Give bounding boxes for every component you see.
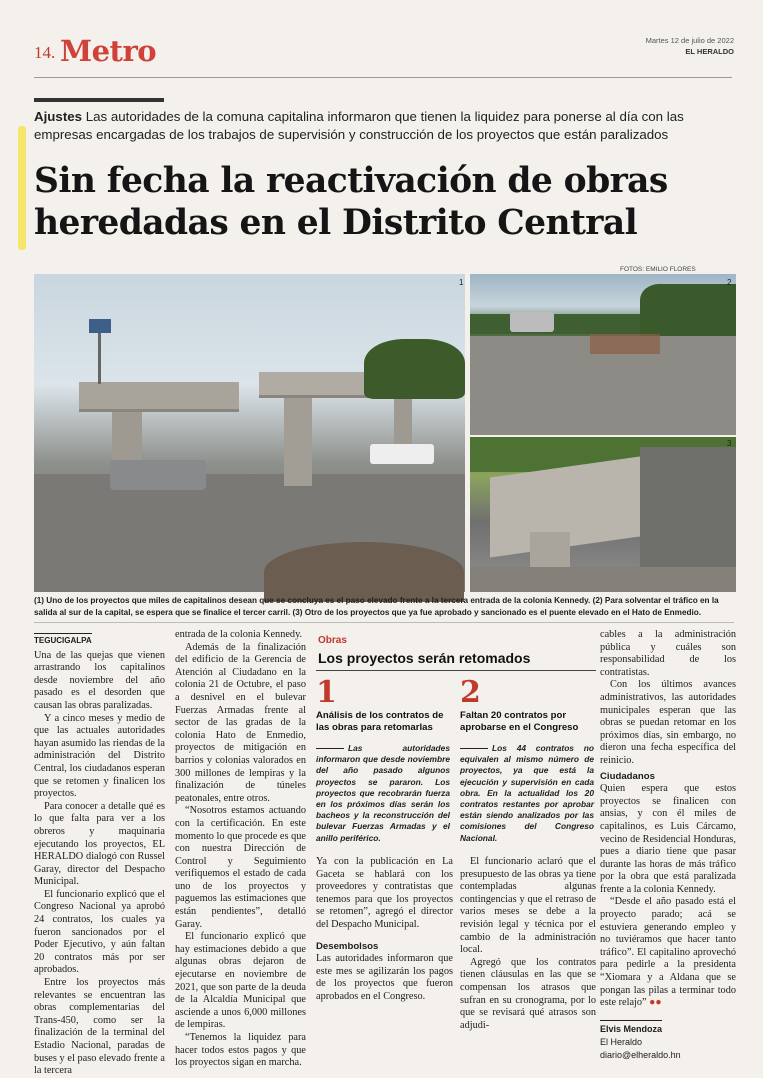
- article-column-3: [316, 856, 453, 1004]
- item-number: 1: [316, 675, 337, 710]
- paragraph: Una de las quejas que vienen arrastrando los capitalinos desde noviembre del año pasado es el desorden que causan las obras paralizadas.: [34, 649, 165, 711]
- item-rule: [460, 748, 488, 749]
- box-item: [460, 677, 594, 844]
- page-header: [34, 34, 734, 74]
- paragraph: [600, 896, 736, 1009]
- item-number: 2: [460, 675, 481, 710]
- paragraph: “Nosotros estamos actuando con la certificación. En este momento lo que procede es que con nuestra Dirección de Control y Seguimiento verifiquemos el estado de cada uno de los proyectos y paguemos las estimaciones que están pendientes”, detalló Garay.: [175, 805, 306, 930]
- item-text: [316, 743, 450, 844]
- item-heading: Faltan 20 contratos por aprobarse en el Congreso: [460, 710, 579, 733]
- kicker-label: Ajustes: [34, 109, 83, 124]
- paragraph: El funcionario explicó que el Congreso Nacional ya aprobó 24 contratos, los cuales ya fueron sancionados por el Poder Ejecutivo, y aún faltan 20 contratos más por ser aprobados.: [34, 888, 165, 976]
- box-label: Obras: [318, 635, 347, 646]
- subheading-ciudadanos: Ciudadanos: [600, 770, 655, 782]
- photo-third-lane: [470, 274, 736, 435]
- issue-date: Martes 12 de julio de 2022: [645, 36, 734, 45]
- item-rule: [316, 748, 344, 749]
- paragraph: El funcionario aclaró que el presupuesto de las obras ya tiene contempladas algunas contingencias y que el retraso de varios meses se debe a la revisión legal y técnica por el cambio de la administración local.: [460, 856, 596, 956]
- dateline: TEGUCIGALPA: [34, 633, 92, 648]
- photo-credit: FOTOS: EMILIO FLORES: [620, 266, 696, 273]
- page-number: 14.: [34, 43, 56, 62]
- paragraph: Las autoridades informaron que este mes se agilizarán los pagos de los proyectos que fueron aprobados en el Congreso.: [316, 953, 453, 1002]
- box-divider: [316, 670, 596, 671]
- article-headline: Sin fecha la reactivación de obras heredadas en el Distrito Central: [34, 161, 668, 243]
- author-name: Elvis Mendoza: [600, 1020, 662, 1036]
- box-item: [316, 677, 450, 844]
- paragraph: Para conocer a detalle qué es lo que falta para ver a los obreros y maquinaria ejecutando los proyectos, EL HERALDO dialogó con Russel Garay, director del Despacho Municipal.: [34, 800, 165, 888]
- article-column-2: [175, 629, 306, 1070]
- item-text-body: Las autoridades informaron que desde noviembre del año pasado algunos proyectos se pararon. Los proyectos que recobrarán fuerza en los próximos días serán los bacheos y la reconstrucción del bulevar Fuerzas Armadas y el anillo periférico.: [316, 743, 450, 843]
- paragraph: Entre los proyectos más relevantes se encuentran las obras complementarias del Trans-450, como ser la finalización de la terminal del Estadio Nacional, paradas de buses y el paso elevado frente a la tercera: [34, 977, 165, 1077]
- caption-divider: [34, 622, 734, 623]
- highlighter-mark: [18, 126, 26, 250]
- paragraph: El funcionario explicó que hay estimaciones debido a que algunas obras dejaron de ejecutarse en noviembre de 2021, que son parte de la deuda de la Alcaldía Municipal que asciende a unos 6,000 millones de lempiras.: [175, 931, 306, 1031]
- photo-number-2: 2: [727, 278, 732, 287]
- author-outlet: El Heraldo: [600, 1037, 643, 1048]
- photo-number-1: 1: [459, 278, 464, 287]
- paragraph: Quien espera que estos proyectos se finalicen con ansias, y con él miles de capitalinos, es Luis Cárcamo, vecino de Residencial Honduras, pues a diario tiene que pasar durante las horas de más tráfico por la obra que está paralizada frente a la colonia Kennedy.: [600, 783, 736, 895]
- photo-hato-enmedio-bridge: [470, 437, 736, 592]
- end-mark: ●●: [649, 997, 662, 1009]
- paragraph: Ya con la publicación en La Gaceta se hablará con los proveedores y contratistas que tenemos para que los proyectos se retomen”, agregó el director del Despacho Municipal.: [316, 856, 453, 930]
- subheading-desembolsos: Desembolsos: [316, 940, 379, 952]
- item-heading: Análisis de los contratos de las obras para retomarlas: [316, 710, 444, 733]
- paragraph: Agregó que los contratos tienen cláusulas en las que se compensan los atrasos que sufran en su cronograma, por lo que se revisará qué atrasos son adjudi-: [460, 956, 596, 1031]
- paragraph: entrada de la colonia Kennedy.: [175, 629, 303, 640]
- paragraph: Además de la finalización del edificio de la Gerencia de Atención al Ciudadano en la colonia 21 de Octubre, el paso a desnivel en el bulevar Fuerzas Armadas frente al sector de las gradas de la colonia Hato de Enmedio, proyectos de mitigación en barrios y colonias valorados en 300 millones de lempiras y la finalización de túneles peatonales, entre otros.: [175, 641, 306, 804]
- article-kicker: [34, 108, 734, 144]
- paragraph: cables a la administración pública y cuáles son responsabilidad de los contratistas.: [600, 629, 736, 678]
- section-title: Metro: [60, 34, 157, 68]
- paragraph: “Tenemos la liquidez para hacer todos estos pagos y que los proyectos sigan en marcha.: [175, 1032, 306, 1069]
- item-text: [460, 743, 594, 844]
- projects-box: [316, 633, 598, 847]
- item-text-body: Los 44 contratos no equivalen al mismo número de proyectos, ya que está la ejecución y supervisión en cada obra. En la actualidad los 20 contratos restantes por aprobar están siendo analizados por las comisiones del Congreso Nacional.: [460, 743, 594, 843]
- box-title: Los proyectos serán retomados: [318, 650, 531, 666]
- photo-caption: (1) Uno de los proyectos que miles de capitalinos desean que se concluya es el paso elevado frente a la tercera entrada de la colonia Kennedy. (2) Para solventar el tráfico en la salida al sur de la capital, se espera que se finalice el tercer carril. (3) Otro de los proyectos que ya fue aprobado y sancionado es el puente elevado en el Hato de Enmedio.: [34, 596, 719, 617]
- paragraph: Y a cinco meses y medio de que las actuales autoridades hayan asumido las riendas de la administración del Distrito Central, los ciudadanos esperan que se retomen y finalicen los proyectos.: [34, 712, 165, 800]
- closing-quote: “Desde el año pasado está el proyecto parado; acá se estuviera generando empleo y no tuviéramos que hacer tanto tráfico”. El capitalino aprovechó para pedirle a la presidenta “Xiomara y a Aldana que se pongan las pilas a terminar todo este relajo”: [600, 896, 736, 1009]
- article-column-5: [600, 629, 736, 1062]
- kicker-text: Las autoridades de la comuna capitalina informaron que tienen la liquidez para ponerse al día con las empresas encargadas de los trabajos de supervisión y construcción de los proyectos que están paralizados: [34, 109, 684, 142]
- photo-number-3: 3: [727, 439, 732, 448]
- article-column-4: [460, 856, 596, 1032]
- kicker-bar: [34, 98, 164, 102]
- article-column-1: [34, 633, 165, 1078]
- photo-overpass-kennedy: [34, 274, 465, 592]
- newspaper-name: EL HERALDO: [685, 47, 734, 56]
- header-divider: [34, 77, 732, 78]
- paragraph: Con los últimos avances administrativos, las autoridades municipales esperan que las obras se puedan retomar en los próximos días, sin embargo, no dieron una fecha específica del reinicio.: [600, 679, 736, 766]
- author-email: diario@elheraldo.hn: [600, 1050, 681, 1060]
